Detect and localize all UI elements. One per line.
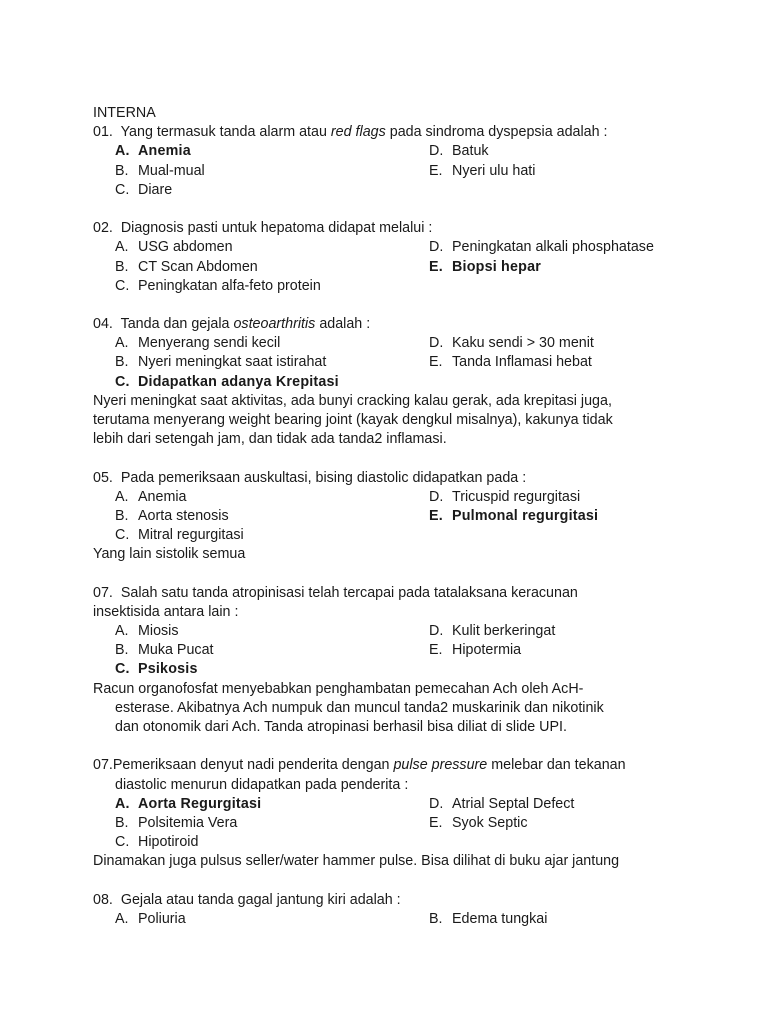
question-07-second [93, 756, 693, 775]
option-e: E. Hipotermia [429, 642, 522, 659]
option-a: A. Anemia [115, 488, 187, 505]
question-08 [93, 891, 693, 910]
option-row [93, 833, 693, 852]
explanation-line: lebih dari setengah jam, dan tidak ada tanda2 inflamasi. [93, 431, 447, 448]
explanation-line: Dinamakan juga pulsus seller/water hammer pulse. Bisa dilihat di buku ajar jantung [93, 853, 620, 870]
question-number: 02. [93, 220, 113, 237]
option-row [93, 277, 693, 296]
option-b: B. Edema tungkai [429, 910, 548, 927]
explanation-line: dan otonomik dari Ach. Tanda atropinasi berhasil bisa diliat di slide UPI. [115, 719, 567, 735]
option-row [93, 795, 693, 814]
option-a: A. USG abdomen [115, 239, 233, 256]
option-row [93, 162, 693, 181]
question-02 [93, 219, 693, 238]
option-row [93, 181, 693, 200]
question-05 [93, 469, 693, 488]
option-c: C. Peningkatan alfa-feto protein [115, 277, 321, 294]
option-c: C. Mitral regurgitasi [115, 527, 244, 544]
option-a: A. Miosis [115, 623, 179, 640]
option-row [93, 142, 693, 161]
option-e: E. Syok Septic [429, 814, 528, 831]
option-d: D. Kulit berkeringat [429, 623, 556, 640]
explanation-line: Yang lain sistolik semua [93, 546, 246, 563]
question-number: 04. [93, 316, 113, 333]
question-text: melebar dan tekanan [491, 757, 626, 774]
option-b: B. Nyeri meningkat saat istirahat [115, 354, 327, 371]
explanation-line: terutama menyerang weight bearing joint (kayak dengkul misalnya), kakunya tidak [93, 412, 613, 428]
option-row [93, 488, 693, 507]
option-row [93, 660, 693, 679]
question-text: Tanda dan gejala [120, 316, 230, 333]
question-text: adalah : [319, 316, 371, 333]
document-page [93, 104, 693, 929]
option-d: D. Kaku sendi > 30 menit [429, 335, 594, 352]
explanation-line: esterase. Akibatnya Ach numpuk dan muncul tanda2 muskarinik dan nikotinik [115, 699, 604, 716]
option-row [93, 641, 693, 660]
option-b: B. Muka Pucat [115, 642, 214, 659]
option-row [93, 353, 693, 372]
question-text-continued: insektisida antara lain : [93, 603, 239, 620]
question-07 [93, 584, 693, 603]
option-row [93, 373, 693, 392]
option-d: D. Tricuspid regurgitasi [429, 488, 581, 505]
option-row [93, 507, 693, 526]
option-row [93, 334, 693, 353]
question-text: Pada pemeriksaan auskultasi, bising diastolic didapatkan pada : [120, 469, 527, 486]
option-row [93, 910, 693, 929]
option-row [93, 258, 693, 277]
option-b: B. Polsitemia Vera [115, 814, 238, 831]
question-number: 07. [93, 584, 113, 601]
option-e: E. Nyeri ulu hati [429, 162, 536, 179]
question-04 [93, 315, 693, 334]
question-text: Pemeriksaan denyut nadi penderita dengan [112, 757, 390, 774]
option-c-answer: C. Didapatkan adanya Krepitasi [115, 373, 339, 390]
question-01 [93, 123, 693, 142]
option-e-answer: E. Biopsi hepar [429, 258, 541, 275]
question-text: Yang termasuk tanda alarm atau [120, 124, 327, 141]
question-emphasis: osteoarthritis [233, 316, 316, 333]
option-e-answer: E. Pulmonal regurgitasi [429, 507, 599, 524]
option-a: A. Poliuria [115, 910, 186, 927]
option-a: A. Menyerang sendi kecil [115, 335, 281, 352]
option-a-answer: A. Anemia [115, 143, 191, 160]
question-emphasis: pulse pressure [393, 757, 488, 774]
option-c-answer: C. Psikosis [115, 661, 198, 678]
option-b: B. CT Scan Abdomen [115, 258, 258, 275]
question-number: 07. [93, 757, 113, 774]
option-row [93, 622, 693, 641]
option-c: C. Diare [115, 181, 173, 198]
question-text: pada sindroma dyspepsia adalah : [389, 124, 608, 141]
option-d: D. Batuk [429, 143, 489, 160]
question-number: 01. [93, 124, 113, 141]
option-a-answer: A. Aorta Regurgitasi [115, 795, 262, 812]
question-number: 05. [93, 469, 113, 486]
option-row [93, 814, 693, 833]
question-text: Diagnosis pasti untuk hepatoma didapat melalui : [120, 220, 433, 237]
option-d: D. Atrial Septal Defect [429, 795, 575, 812]
option-c: C. Hipotiroid [115, 834, 199, 851]
question-text-continued: diastolic menurun didapatkan pada penderita : [115, 776, 409, 793]
question-text: Gejala atau tanda gagal jantung kiri adalah : [120, 891, 401, 908]
option-d: D. Peningkatan alkali phosphatase [429, 239, 654, 256]
explanation-line: Nyeri meningkat saat aktivitas, ada bunyi cracking kalau gerak, ada krepitasi juga, [93, 392, 612, 409]
option-b: B. Mual-mual [115, 162, 205, 179]
option-row [93, 238, 693, 257]
question-emphasis: red flags [330, 124, 386, 141]
option-row [93, 526, 693, 545]
question-text: Salah satu tanda atropinisasi telah tercapai pada tatalaksana keracunan [120, 584, 578, 601]
option-b: B. Aorta stenosis [115, 507, 229, 524]
document-title: INTERNA [93, 105, 156, 121]
option-e: E. Tanda Inflamasi hebat [429, 354, 592, 371]
question-number: 08. [93, 891, 113, 908]
explanation-line: Racun organofosfat menyebabkan penghambatan pemecahan Ach oleh AcH- [93, 680, 584, 697]
